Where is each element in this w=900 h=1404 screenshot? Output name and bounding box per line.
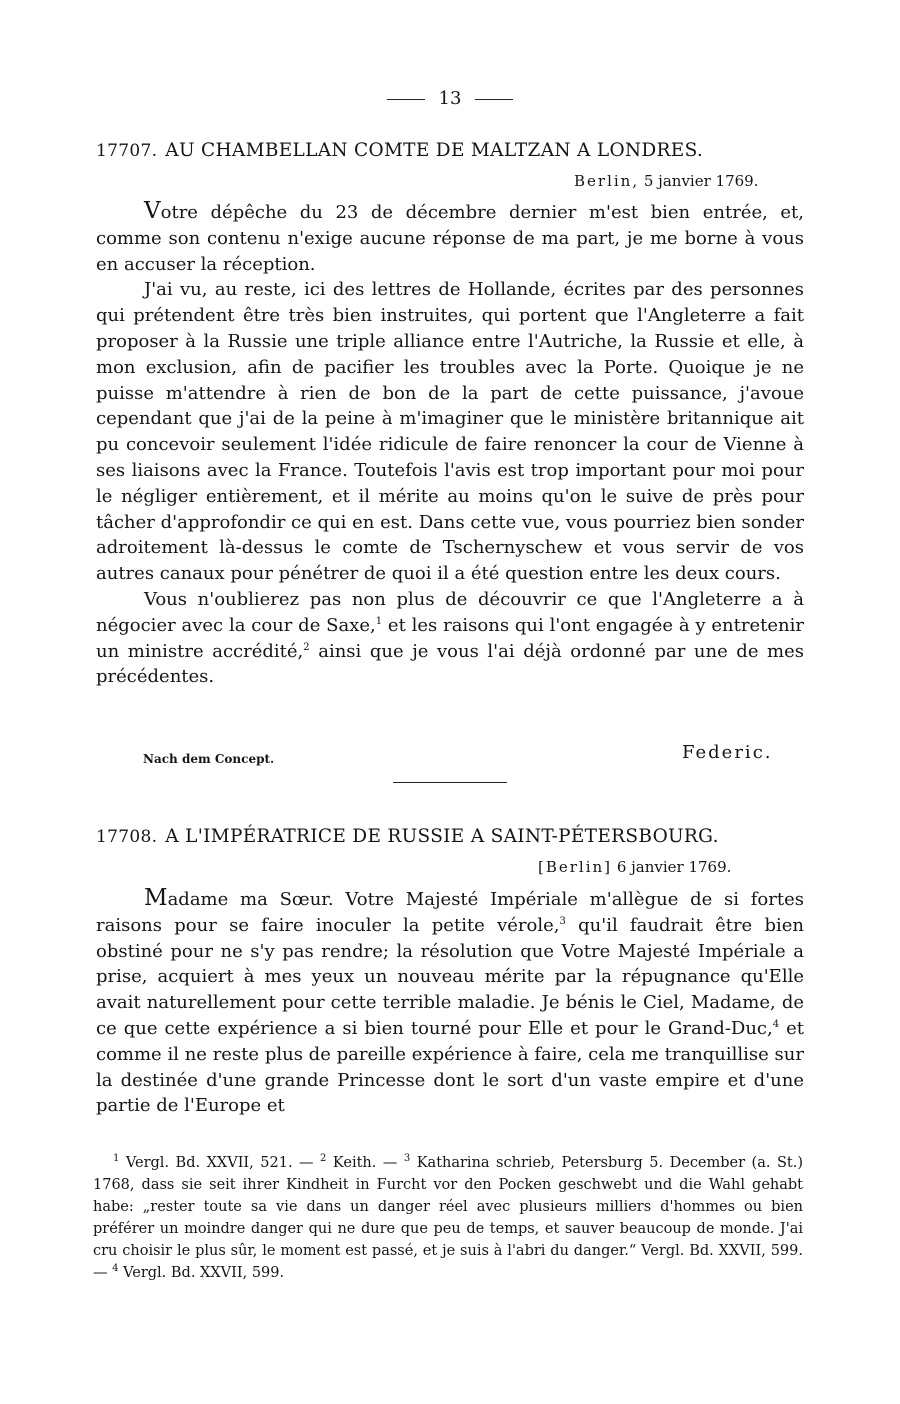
- letter-1-signature: Federic.: [682, 742, 773, 763]
- letter-2-body: [96, 886, 804, 1119]
- letter-1-paragraph-1-text: otre dépêche du 23 de décembre dernier m'est bien entrée, et, comme son contenu n'exige aucune réponse de ma part, je me borne à vous en accuser la réception.: [96, 202, 804, 275]
- page-number-dash-right: [475, 99, 513, 100]
- footnote-3: Katharina schrieb, Petersburg 5. December (a. St.) 1768, dass sie seit ihrer Kindheit in Furcht vor den Pocken geschwebt und die Wahl gehabt habe: „rester toute sa vie dans un danger réel avec plusieurs milliers d'hommes ou bien préférer un moindre danger qui ne dure que peu de temps, et sauver beaucoup de monde. J'ai cru choisir le plus sûr, le moment est passé, et je suis à l'abri du danger.“ Vergl. Bd. XXVII, 599. —: [93, 1155, 803, 1281]
- page-number-text: 13: [438, 88, 462, 109]
- letter-2-paragraph-1: [96, 886, 804, 1119]
- letter-2-initial: M: [144, 885, 168, 911]
- letter-2-heading: [96, 826, 719, 847]
- letter-2-text-b: qu'il faudrait être bien obstiné pour ne s'y pas rendre; la résolution que Votre Majesté Impériale a prise, acquiert à mes yeux un nouveau mérite par la répugnance qu'Elle avait naturellement pour cette terrible maladie. Je bénis le Ciel, Madame, de ce que cette expérience a si bien tourné pour Elle et pour le Grand-Duc,: [96, 914, 804, 1039]
- footnote-ref-4: 4: [772, 1018, 780, 1030]
- letter-1-title: AU CHAMBELLAN COMTE DE MALTZAN A LONDRES.: [165, 140, 704, 161]
- letter-1-date: 5 janvier 1769.: [643, 172, 759, 190]
- letter-1-paragraph-1: [96, 199, 804, 277]
- footnote-2: Keith. —: [326, 1155, 404, 1171]
- footnote-mark-2: 2: [320, 1153, 327, 1165]
- footnote-mark-1: 1: [113, 1153, 120, 1165]
- letter-1-number: 17707.: [96, 141, 158, 161]
- letter-1-body: [96, 199, 804, 690]
- letter-2-title: A L'IMPÉRATRICE DE RUSSIE A SAINT-PÉTERSBOURG.: [165, 826, 719, 847]
- letter-1-paragraph-3: [96, 587, 804, 690]
- letter-2-text-c: et comme il ne reste plus de pareille expérience à faire, cela me tranquillise sur la destinée d'une grande Princesse dont le sort d'un vaste empire et d'une partie de l'Europe et: [96, 1017, 804, 1117]
- letter-1-paragraph-2: J'ai vu, au reste, ici des lettres de Hollande, écrites par des personnes qui prétendent être très bien instruites, qui portent que l'Angleterre a fait proposer à la Russie une triple alliance entre l'Autriche, la Russie et elle, à mon exclusion, afin de pacifier les troubles avec la Porte. Quoique je ne puisse m'attendre à rien de bon de la part de cette puissance, j'avoue cependant que j'ai de la peine à m'imaginer que le ministère britannique ait pu concevoir seulement l'idée ridicule de faire renoncer la cour de Vienne à ses liaisons avec la France. Toutefois l'avis est trop important pour moi pour le négliger entièrement, et il mérite au moins qu'on le suive de près pour tâcher d'approfondir ce qui en est. Dans cette vue, vous pourriez bien sonder adroitement là-dessus le comte de Tschernyschew et vous servir de vos autres canaux pour pénétrer de quoi il a été question entre les deux cours.: [96, 279, 804, 585]
- footnote-ref-2: 2: [303, 641, 310, 653]
- letter-1-paragraph-3-text-a: Vous n'oublierez pas non plus de découvrir ce que l'Angleterre a à négocier avec la cour de Saxe,: [96, 588, 804, 636]
- page-number: [0, 88, 900, 109]
- letter-2-number: 17708.: [96, 827, 158, 847]
- footnote-block: [93, 1152, 803, 1284]
- letter-1-dateline: [574, 172, 758, 190]
- page-number-dash-left: [387, 99, 425, 100]
- letter-1-place: Berlin,: [574, 172, 640, 190]
- letter-2-place: [Berlin]: [538, 858, 613, 876]
- footnotes: [93, 1152, 803, 1284]
- letter-2-text-a: adame ma Sœur. Votre Majesté Impériale m'allègue de si fortes raisons pour se faire inoculer la petite vérole,: [96, 889, 804, 936]
- letter-1-source-note: Nach dem Concept.: [143, 752, 275, 766]
- letter-1-paragraph-3-text-b: et les raisons qui l'ont engagée à y entretenir un ministre accrédité,: [96, 614, 804, 662]
- footnote-1: Vergl. Bd. XXVII, 521. —: [119, 1155, 321, 1171]
- footnote-mark-4: 4: [112, 1263, 119, 1275]
- letter-1-initial: V: [144, 198, 161, 224]
- section-divider: [393, 782, 507, 783]
- footnote-4: Vergl. Bd. XXVII, 599.: [118, 1265, 285, 1281]
- letter-2-dateline: [538, 858, 731, 876]
- footnote-ref-1: 1: [375, 615, 383, 627]
- footnote-ref-3: 3: [559, 915, 566, 927]
- letter-2-date: 6 janvier 1769.: [616, 858, 732, 876]
- footnote-mark-3: 3: [403, 1153, 411, 1165]
- letter-1-paragraph-3-text-c: ainsi que je vous l'ai déjà ordonné par une de mes précédentes.: [96, 640, 805, 688]
- letter-1-heading: [96, 140, 703, 161]
